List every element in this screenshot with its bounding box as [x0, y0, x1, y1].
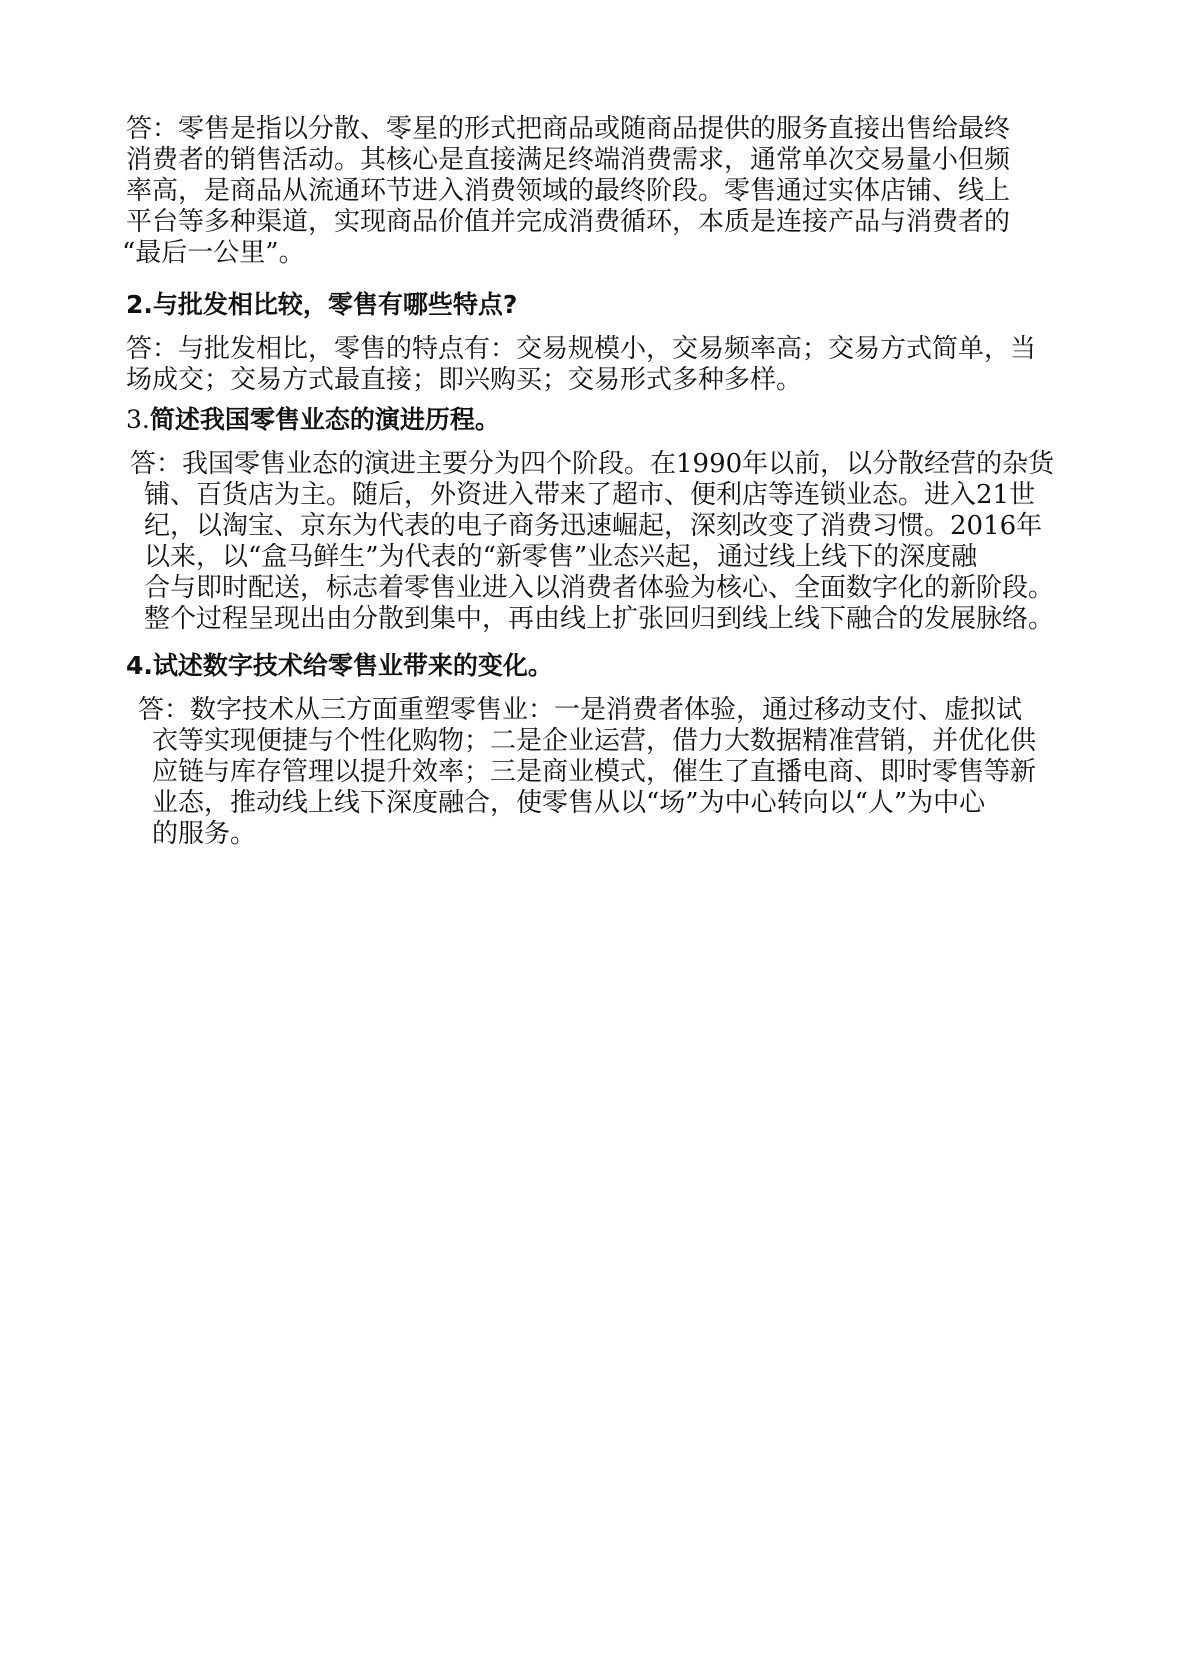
question-3-text: 简述我国零售业态的演进历程。 — [149, 405, 500, 434]
answer-4-line: 答：数字技术从三方面重塑零售业：一是消费者体验，通过移动支付、虚拟试 — [138, 695, 1023, 725]
answer-1-line: “最后一公里”。 — [122, 238, 305, 268]
answer-2-line: 答：与批发相比，零售的特点有：交易规模小，交易频率高；交易方式简单，当 — [126, 334, 1037, 364]
answer-1-line: 平台等多种渠道，实现商品价值并完成消费循环，本质是连接产品与消费者的 — [126, 207, 1011, 237]
answer-1-line: 消费者的销售活动。其核心是直接满足终端消费需求，通常单次交易量小但频 — [126, 145, 1011, 175]
question-3-number: 3. — [126, 405, 150, 434]
answer-3-line: 铺、百货店为主。随后，外资进入带来了超市、便利店等连锁业态。进入21世 — [144, 480, 1036, 510]
answer-1-line: 答：零售是指以分散、零星的形式把商品或随商品提供的服务直接出售给最终 — [126, 114, 1011, 144]
question-4-heading: 4.试述数字技术给零售业带来的变化。 — [126, 651, 553, 680]
answer-3-line: 合与即时配送，标志着零售业进入以消费者体验为核心、全面数字化的新阶段。 — [144, 573, 1055, 603]
question-2-heading: 2.与批发相比较，零售有哪些特点? — [126, 290, 518, 319]
answer-1-line: 率高，是商品从流通环节进入消费领域的最终阶段。零售通过实体店铺、线上 — [126, 176, 1011, 206]
answer-3-line: 整个过程呈现出由分散到集中，再由线上扩张回归到线上线下融合的发展脉络。 — [144, 604, 1055, 634]
answer-3 — [130, 449, 1054, 635]
answer-2 — [126, 334, 1036, 396]
answer-4-line: 衣等实现便捷与个性化购物；二是企业运营，借力大数据精准营销，并优化供 — [152, 726, 1037, 756]
answer-3-line: 以来，以“盒马鲜生”为代表的“新零售”业态兴起，通过线上线下的深度融 — [144, 542, 978, 572]
question-3-heading — [126, 404, 500, 436]
answer-2-line: 场成交；交易方式最直接；即兴购买；交易形式多种多样。 — [126, 365, 803, 395]
answer-4-line: 业态，推动线上线下深度融合，使零售从以“场”为中心转向以“人”为中心 — [152, 788, 986, 818]
answer-4-line: 应链与库存管理以提升效率；三是商业模式，催生了直播电商、即时零售等新 — [152, 757, 1037, 787]
answer-4 — [138, 695, 1036, 850]
answer-3-line: 答：我国零售业态的演进主要分为四个阶段。在1990年以前，以分散经营的杂货 — [130, 449, 1055, 479]
answer-4-line: 的服务。 — [152, 819, 257, 849]
answer-1 — [122, 114, 1011, 269]
answer-3-line: 纪，以淘宝、京东为代表的电子商务迅速崛起，深刻改变了消费习惯。2016年 — [144, 511, 1043, 541]
